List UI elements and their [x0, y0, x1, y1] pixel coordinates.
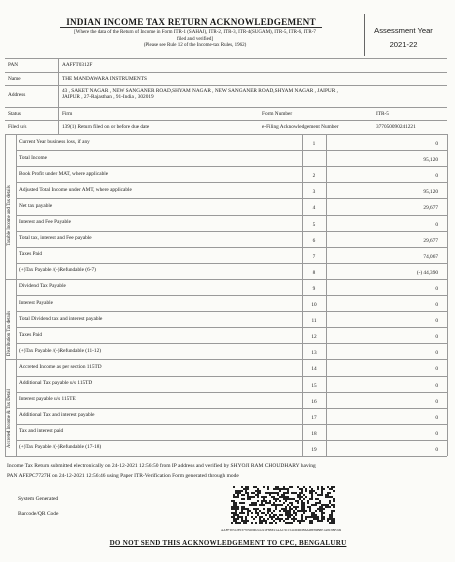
table-row-label: Additional Tax payable u/s 115TD [19, 380, 93, 387]
table-row-label: Taxes Paid [19, 331, 43, 338]
divider [16, 359, 447, 360]
divider [16, 150, 447, 151]
verification-statement [7, 462, 447, 481]
name-label: Name [8, 76, 21, 82]
table-row-number: 1 [312, 141, 316, 148]
table-row-number: 8 [312, 269, 316, 276]
system-generated-label: System Generated [18, 496, 59, 502]
table-row-value: 0 [435, 350, 438, 357]
table-row-label: Interest and Fee Payable [19, 219, 71, 226]
ack-number-label: e-Filing Acknowledgement Number [262, 124, 339, 130]
table-row-label: Book Profit under MAT, where applicable [19, 170, 109, 177]
divider [16, 134, 447, 135]
address-line-1: 43 , SAKET NAGAR , NEW SANGANER ROAD,SHYAM NAGAR , NEW SANGANER ROAD,SHYAM NAGAR , JAIPUR , [62, 88, 338, 94]
table-row-label: (+)Tax Payable /(-)Refundable (11-12) [19, 347, 101, 354]
divider [16, 311, 447, 312]
title-underline [60, 27, 322, 28]
table-row-label: Tax and interest paid [19, 428, 64, 435]
assessment-year-box [364, 14, 444, 56]
do-not-send-notice: DO NOT SEND THIS ACKNOWLEDGEMENT TO CPC, BENGALURU [109, 539, 347, 547]
table-row-value: 74,067 [423, 253, 438, 260]
table-row-value: 0 [435, 446, 438, 453]
table-row-label: Dividend Tax Payable [19, 283, 66, 290]
pan-value: AAFFT0312F [62, 62, 93, 68]
table-row-number: 13 [311, 350, 317, 357]
table-row-value: 0 [435, 141, 438, 148]
table-row-value: 0 [435, 366, 438, 373]
divider [5, 85, 447, 86]
address-line-2: JAIPUR , 27-Rajasthan , 91-India , 302019 [62, 94, 154, 101]
table-row-label: Interest payable u/s 115TE [19, 396, 76, 403]
subtitle-line-3: (Please see Rule 12 of the Income-tax Rules, 1962) [143, 43, 247, 49]
divider [5, 72, 447, 73]
barcode-text: AAFFT0312F0377050090241221F8BE21AAC3C15416D6DB6A98E89B8E1A8C88F249 [220, 528, 342, 532]
table-row-number: 14 [311, 366, 317, 373]
table-row-number: 18 [311, 430, 317, 437]
divider [58, 58, 59, 134]
section-label-distribution: Distribution Tax details [7, 310, 12, 356]
table-row-label: Total Dividend tax and interest payable [19, 315, 103, 322]
address-value [62, 88, 444, 101]
table-row-label: Net tax payable [19, 202, 53, 209]
table-row-label: Accreted Income as per section 115TD [19, 363, 102, 370]
table-row-number: 9 [312, 285, 316, 292]
subtitle-line-2: filed and verified] [176, 36, 214, 42]
table-row-number: 7 [312, 253, 316, 260]
address-label: Address [8, 92, 26, 98]
table-row-label: Additional Tax and interest payable [19, 412, 95, 419]
table-row-number: 16 [311, 398, 317, 405]
divider [5, 359, 16, 360]
table-row-value: 0 [435, 382, 438, 389]
table-row-label: Total tax, interest and Fee payable [19, 235, 92, 242]
divider [16, 247, 447, 248]
table-row-label: Taxes Paid [19, 251, 43, 258]
divider [5, 134, 6, 456]
table-row-value: 0 [435, 173, 438, 180]
barcode-label: Barcode/QR Code [18, 511, 59, 517]
table-row-number: 6 [312, 237, 316, 244]
divider [16, 166, 447, 167]
divider [5, 279, 16, 280]
table-row-value: 29,677 [423, 237, 438, 244]
assessment-year-value: 2021-22 [389, 40, 418, 49]
divider [16, 392, 447, 393]
form-number-value: ITR-5 [376, 111, 389, 117]
divider [447, 134, 448, 456]
table-row-label: Total Income [19, 154, 48, 161]
filed-value: 139(1) Return filed on or before due date [62, 124, 150, 130]
table-row-value: 0 [435, 221, 438, 228]
table-row-value: 0 [435, 430, 438, 437]
table-row-number: 17 [311, 414, 317, 421]
divider [16, 327, 447, 328]
divider [16, 198, 447, 199]
table-row-value: 0 [435, 285, 438, 292]
divider [16, 263, 447, 264]
divider [16, 215, 447, 216]
table-row-number: 2 [312, 173, 316, 180]
table-row-number: 10 [311, 302, 317, 309]
verification-line-1: Income Tax Return submitted electronically on 24-12-2021 12:56:50 from IP address and verified by SHYOJI RAM CHOUDHARY having [7, 463, 316, 469]
table-row-number: 15 [311, 382, 317, 389]
divider [16, 440, 447, 441]
divider [5, 107, 447, 108]
form-number-label: Form Number [262, 111, 293, 117]
table-row-number: 3 [312, 189, 316, 196]
table-row-label: Interest Payable [19, 299, 53, 306]
assessment-year-label: Assessment Year [374, 26, 433, 35]
table-row-label: (+)Tax Payable /(-)Refundable (17-18) [19, 444, 102, 451]
document-subtitle [30, 30, 360, 50]
table-row-label: Current Year business loss, if any [19, 138, 90, 145]
table-row-number: 5 [312, 221, 316, 228]
table-row-number: 12 [311, 334, 317, 341]
table-row-value: 0 [435, 318, 438, 325]
table-row-value: 0 [435, 302, 438, 309]
section-label-taxable: Taxable Income and Tax details [7, 185, 12, 246]
divider [16, 295, 447, 296]
verification-line-2: PAN AFEPC7727H on 24-12-2021 12:56:46 using Paper ITR-Verification Form generated through mode [7, 472, 239, 479]
name-value: THE MANDAWARA INSTRUMENTS [62, 76, 147, 82]
table-row-label: (+)Tax Payable /(-)Refundable (6-7) [19, 267, 96, 274]
divider [16, 376, 447, 377]
table-row-number: 19 [311, 446, 317, 453]
table-row-value: (-) 44,390 [416, 269, 438, 276]
table-row-number: 11 [311, 318, 317, 325]
ack-number-value: 377050090241221 [376, 124, 416, 130]
divider [16, 408, 447, 409]
subtitle-line-1: [Where the data of the Return of Income in Form ITR-1 (SAHAJ), ITR-2, ITR-3, ITR-4(SUGAM), ITR-5, ITR-6, ITR-7 [74, 30, 316, 35]
divider [16, 279, 447, 280]
status-value: Firm [62, 111, 73, 117]
table-row-value: 95,120 [423, 189, 438, 196]
divider [16, 182, 447, 183]
section-label-accreted: Accreted Income & Tax Detail [7, 389, 12, 448]
table-row-value: 95,120 [423, 157, 438, 164]
barcode-image [231, 486, 335, 524]
document-title: INDIAN INCOME TAX RETURN ACKNOWLEDGEMENT [66, 17, 316, 27]
table-row-value: 0 [435, 414, 438, 421]
filed-label: Filed u/s [8, 124, 27, 130]
table-row-value: 0 [435, 334, 438, 341]
pan-label: PAN [8, 62, 19, 68]
divider [16, 343, 447, 344]
table-row-number: 4 [312, 205, 316, 212]
divider [16, 231, 447, 232]
table-row-value: 0 [435, 398, 438, 405]
divider [5, 456, 447, 457]
table-row-value: 29,677 [423, 205, 438, 212]
status-label: Status [8, 111, 21, 117]
table-row-label: Adjusted Total Income under AMT, where applicable [19, 186, 132, 193]
divider [5, 58, 447, 59]
divider [5, 120, 447, 121]
divider [16, 424, 447, 425]
